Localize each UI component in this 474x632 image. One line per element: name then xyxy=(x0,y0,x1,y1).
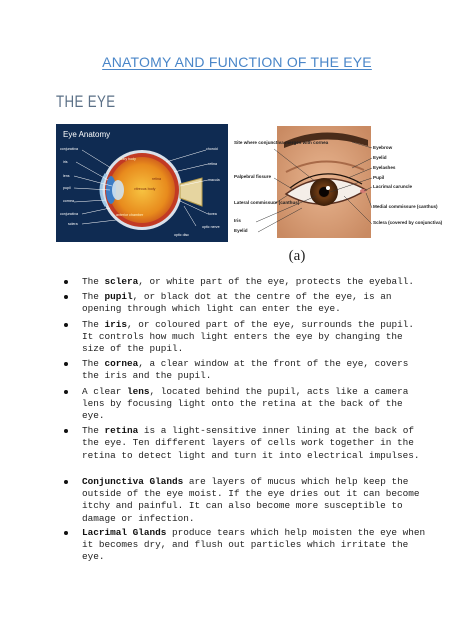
photo-label-lateral-commissure: Lateral commissure (canthus) xyxy=(234,200,300,205)
page-title xyxy=(0,54,474,70)
section-heading: THE EYE xyxy=(56,92,116,111)
bullet-icon xyxy=(64,480,68,484)
anatomy-label-choroid: choroid xyxy=(206,147,218,151)
anatomy-label-optic-disc: optic disc xyxy=(174,233,189,237)
anatomy-label-pupil: pupil xyxy=(63,186,71,190)
bullet-icon xyxy=(64,280,68,284)
photo-label-eyelid-left: Eyelid xyxy=(234,228,248,233)
list-item: The retina is a light-sensitive inner lining at the back of the eye. Ten different layers of cells work together in the retina to detect light and turn it into electrical impulses. xyxy=(64,425,426,462)
list-item: The iris, or coloured part of the eye, surrounds the pupil. It controls how much light enters the eye by changing the size of the pupil. xyxy=(64,319,426,356)
photo-label-eyebrow: Eyebrow xyxy=(373,145,393,150)
eye-photo-diagram xyxy=(232,124,443,242)
anatomy-label-cornea: cornea xyxy=(63,199,74,203)
bullet-icon xyxy=(64,390,68,394)
anatomy-panel-title: Eye Anatomy xyxy=(63,130,111,139)
photo-label-lacrimal-caruncle: Lacrimal caruncle xyxy=(373,184,413,189)
anatomy-label-retina: retina xyxy=(208,162,217,166)
anatomy-label-macula: macula xyxy=(208,178,220,182)
photo-label-eyelid: Eyelid xyxy=(373,155,387,160)
anatomy-label-vitreous: vitreous body xyxy=(134,187,156,191)
photo-label-site-conjunctiva: Site where conjunctiva merges with cornea xyxy=(234,140,329,145)
figure-caption xyxy=(0,248,474,265)
photo-label-medial-commissure: Medial commissure (canthus) xyxy=(373,204,438,209)
anatomy-label-ciliary-body: ciliary body xyxy=(118,157,136,161)
list-item: Lacrimal Glands produce tears which help moisten the eye when it becomes dry, and flush out particles which irritate the eye. xyxy=(64,527,426,564)
anatomy-label-optic-nerve: optic nerve xyxy=(202,225,220,229)
bullet-icon xyxy=(64,531,68,535)
list-item: A clear lens, located behind the pupil, acts like a camera lens by focusing light onto the retina at the back of the eye. xyxy=(64,386,426,423)
eye-anatomy-illustration xyxy=(56,124,228,242)
list-item: The pupil, or black dot at the centre of the eye, is an opening through which light can enter the eye. xyxy=(64,291,426,315)
anatomy-label-lens: lens xyxy=(63,174,70,178)
list-item: The cornea, a clear window at the front of the eye, covers the iris and the pupil. xyxy=(64,358,426,382)
anatomy-label-iris: iris xyxy=(63,160,68,164)
bullet-icon xyxy=(64,323,68,327)
bullet-icon xyxy=(64,362,68,366)
bullet-icon xyxy=(64,429,68,433)
photo-label-iris: Iris xyxy=(234,218,241,223)
figure-caption-text: (a) xyxy=(288,248,306,264)
photo-label-pupil: Pupil xyxy=(373,175,385,180)
anatomy-label-anterior-chamber: anterior chamber xyxy=(116,213,144,217)
photo-label-eyelashes: Eyelashes xyxy=(373,165,396,170)
page-title-text: ANATOMY AND FUNCTION OF THE EYE xyxy=(102,54,372,70)
photo-label-sclera: Sclera (covered by conjunctiva) xyxy=(373,220,443,225)
anatomy-label-conjunctiva: conjunctiva xyxy=(60,147,78,151)
list-item: Conjunctiva Glands are layers of mucus which help keep the outside of the eye moist. If the eye dries out it can become itchy and painful. It can also become more susceptible to damage or infection. xyxy=(64,476,426,525)
eye-figure xyxy=(56,124,443,244)
eye-photo-illustration xyxy=(232,124,443,242)
anatomy-label-fovea: fovea xyxy=(208,212,217,216)
anatomy-label-conjunctiva-lower: conjunctiva xyxy=(60,212,78,216)
eye-anatomy-diagram xyxy=(56,124,228,242)
bullet-icon xyxy=(64,295,68,299)
glands-list xyxy=(64,476,426,565)
anatomy-label-retina-inner: retina xyxy=(152,177,161,181)
list-item: The sclera, or white part of the eye, protects the eyeball. xyxy=(64,276,426,288)
photo-label-palpebral: Palpebral fissure xyxy=(234,174,272,179)
anatomy-label-sclera: sclera xyxy=(68,222,78,226)
anatomy-list xyxy=(64,276,426,465)
